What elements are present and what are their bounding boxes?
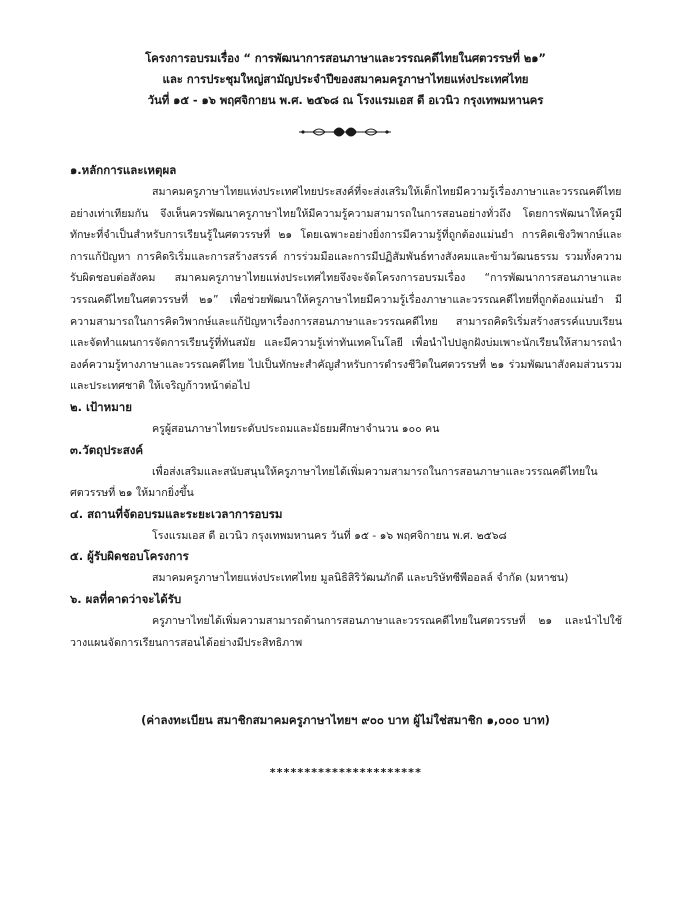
section-text-rationale: สมาคมครูภาษาไทยแห่งประเทศไทยประสงค์ที่จะส่งเสริมให้เด็กไทยมีความรู้เรื่องภาษาและวรรณคดีไทยอย่างเท่าเทียมกัน จึงเห็นควรพัฒนาครูภาษาไทยให้มีความรู้ความสามารถในการสอนอย่างทั่วถึง โดยการพัฒนาให้ครูมีทักษะที่จำเป็นสำหรับการเรียนรู้ในศตวรรษที่ ๒๑ โดยเฉพาะอย่างยิ่งการมีความรู้ที่ถูกต้องแม่นยำ การคิดเชิงวิพากษ์และการแก้ปัญหา การคิดริเริ่มและการสร้างสรรค์ การร่วมมือและการมีปฏิสัมพันธ์ทางสังคมและข้ามวัฒนธรรม รวมทั้งความรับผิดชอบต่อสังคม สมาคมครูภาษาไทยแห่งประเทศไทยจึงจะจัดโครงการอบรมเรื่อง “การพัฒนาการสอนภาษาและวรรณคดีไทยในศตวรรษที่ ๒๑” เพื่อช่วยพัฒนาให้ครูภาษาไทยมีความรู้เรื่องภาษาและวรรณคดีไทยที่ถูกต้องแม่นยำ มีความสามารถในการคิดวิพากษ์และแก้ปัญหาเรื่องการสอนภาษาและวรรณคดีไทย สามารถคิดริเริ่มสร้างสรรค์แบบเรียนและจัดทำแผนการจัดการเรียนรู้ที่ทันสมัย และมีความรู้เท่าทันเทคโนโลยี เพื่อนำไปปลูกฝังบ่มเพาะนักเรียนให้สามารถนำองค์ความรู้ทางภาษาและวรรณคดีไทย ไปเป็นทักษะสำคัญสำหรับการดำรงชีวิตในศตวรรษที่ ๒๑ ร่วมพัฒนาสังคมส่วนรวมและประเทศชาติ ให้เจริญก้าวหน้าต่อไป — [70, 185, 622, 393]
section-heading-responsible: ๕. ผู้รับผิดชอบโครงการ — [70, 549, 189, 564]
section-text-responsible: สมาคมครูภาษาไทยแห่งประเทศไทย มูลนิธิสิริวัฒนภักดี และบริษัทซีพีออลล์ จำกัด (มหาชน) — [152, 571, 569, 585]
section-text-objective: เพื่อส่งเสริมและสนับสนุนให้ครูภาษาไทยได้เพิ่มความสามารถในการสอนภาษาและวรรณคดีไทยในศตวรรษที่ ๒๑ ให้มากยิ่งขึ้น — [70, 464, 598, 500]
registration-fee-note: (ค่าลงทะเบียน สมาชิกสมาคมครูภาษาไทยฯ ๙๐๐ บาท ผู้ไม่ใช่สมาชิก ๑,๐๐๐ บาท) — [141, 713, 550, 727]
header-subtitle-line: และ การประชุมใหญ่สามัญประจำปีของสมาคมครูภาษาไทยแห่งประเทศไทย — [162, 72, 529, 86]
document-body — [70, 160, 622, 653]
footer-divider: ********************** — [269, 766, 422, 779]
header-title-line: โครงการอบรมเรื่อง “ การพัฒนาการสอนภาษาและวรรณคดีไทยในศตวรรษที่ ๒๑” — [145, 51, 546, 65]
section-heading-target: ๒. เป้าหมาย — [70, 399, 132, 414]
section-text-target: ครูผู้สอนภาษาไทยระดับประถมและมัธยมศึกษาจำนวน ๑๐๐ คน — [152, 421, 440, 435]
document-header — [0, 48, 691, 111]
section-heading-venue-duration: ๔. สถานที่จัดอบรมและระยะเวลาการอบรม — [70, 506, 283, 521]
section-text-venue-duration: โรงแรมเอส ดี อเวนิว กรุงเทพมหานคร วันที่ ๑๕ - ๑๖ พฤศจิกายน พ.ศ. ๒๕๖๘ — [152, 528, 507, 542]
section-heading-expected-results: ๖. ผลที่คาดว่าจะได้รับ — [70, 591, 182, 606]
decorative-divider-icon — [295, 124, 395, 140]
section-heading-rationale: ๑.หลักการและเหตุผล — [70, 163, 177, 177]
section-text-expected-results: ครูภาษาไทยได้เพิ่มความสามารถด้านการสอนภาษาและวรรณคดีไทยในศตวรรษที่ ๒๑ และนำไปใช้วางแผนจัดการเรียนการสอนได้อย่างมีประสิทธิภาพ — [70, 613, 622, 649]
section-heading-objective: ๓.วัตถุประสงค์ — [70, 442, 144, 457]
header-date-venue-line: วันที่ ๑๕ - ๑๖ พฤศจิกายน พ.ศ. ๒๕๖๘ ณ โรงแรมเอส ดี อเวนิว กรุงเทพมหานคร — [147, 93, 544, 107]
